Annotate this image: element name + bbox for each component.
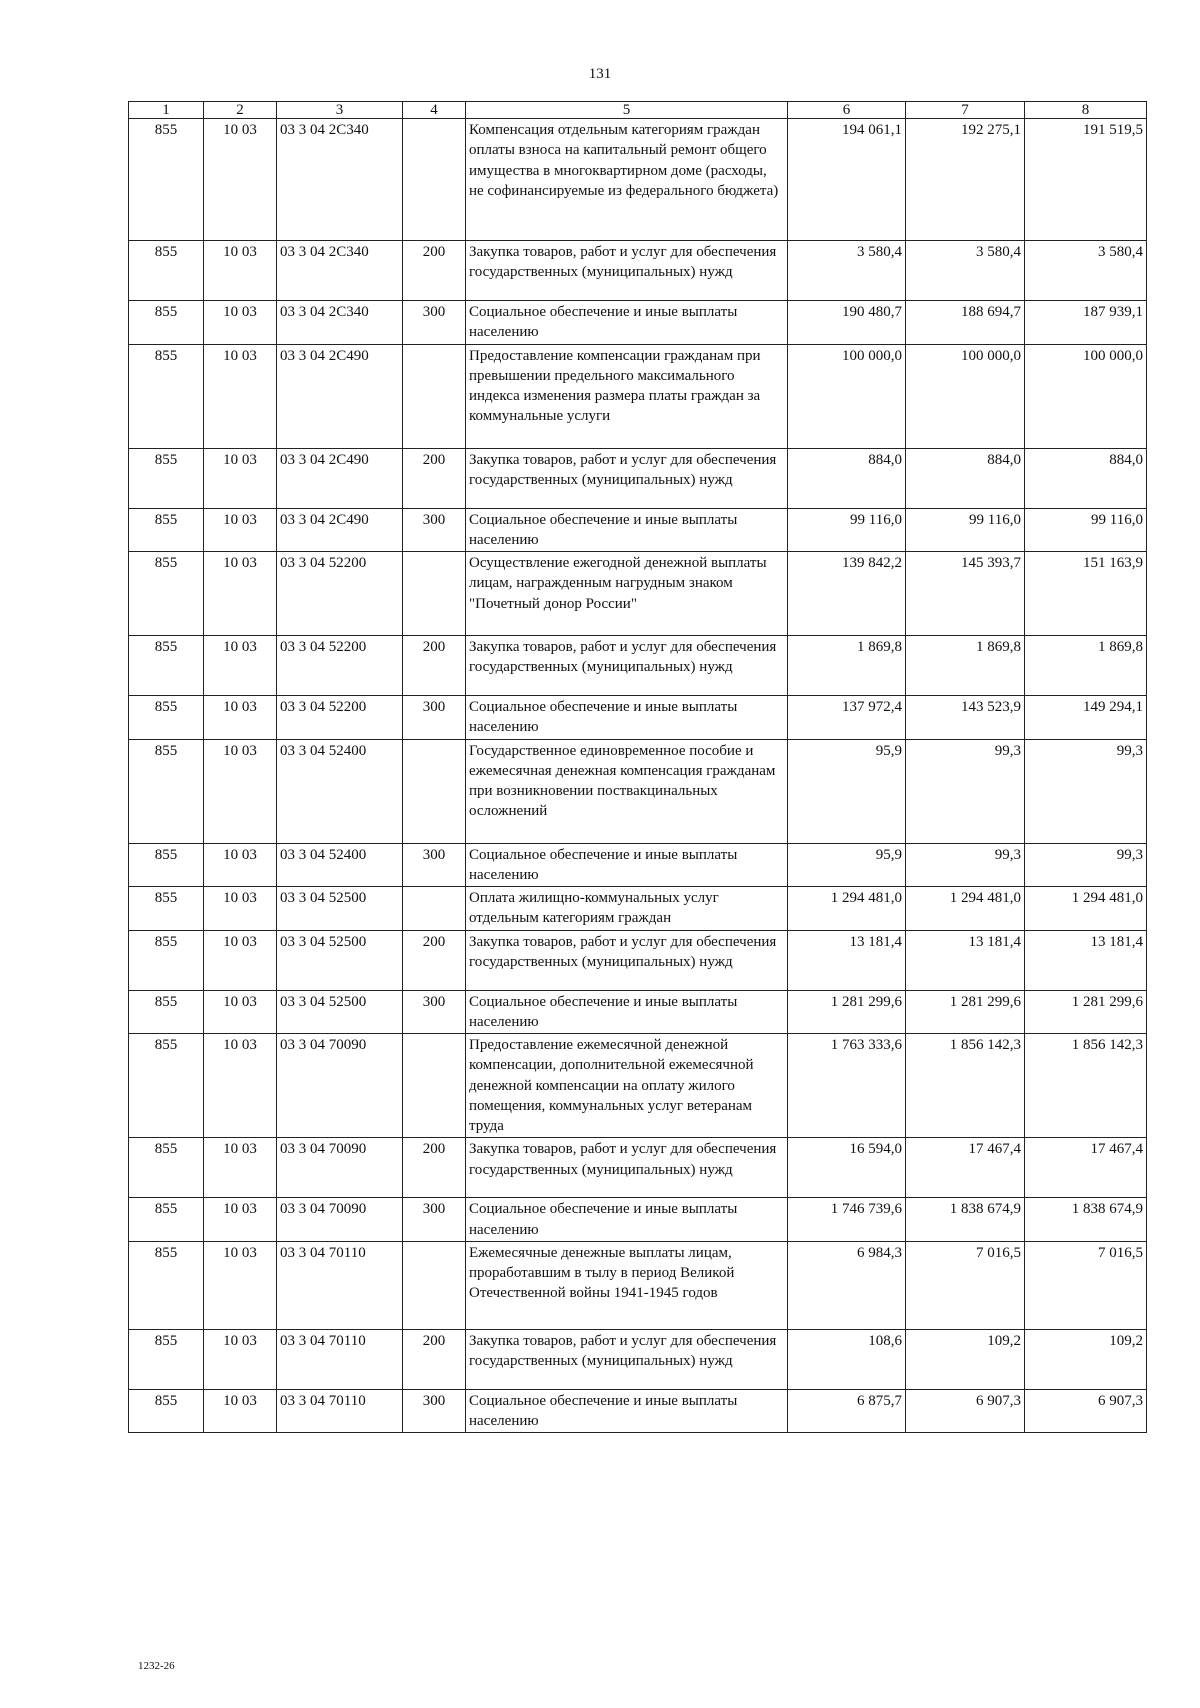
cell-admin-code: 855 [129,1138,204,1198]
cell-amount-year3: 99,3 [1025,739,1147,843]
cell-amount-year1: 139 842,2 [788,552,906,636]
cell-description: Предоставление ежемесячной денежной компенсации, дополнительной ежемесячной денежной компенсации на оплату жилого помещения, коммунальных услуг ветеранам труда [466,1034,788,1138]
cell-amount-year3: 7 016,5 [1025,1241,1147,1329]
cell-admin-code: 855 [129,552,204,636]
cell-amount-year2: 1 838 674,9 [906,1198,1025,1242]
cell-description: Оплата жилищно-коммунальных услуг отдельным категориям граждан [466,887,788,931]
cell-expense-type: 200 [403,930,466,990]
table-row [129,241,1147,301]
cell-description: Ежемесячные денежные выплаты лицам, проработавшим в тылу в период Великой Отечественной войны 1941-1945 годов [466,1241,788,1329]
cell-section-code: 10 03 [204,696,277,740]
cell-amount-year3: 151 163,9 [1025,552,1147,636]
cell-description: Предоставление компенсации гражданам при превышении предельного максимального индекса изменения размера платы граждан за коммунальные услуги [466,344,788,448]
table-row [129,636,1147,696]
cell-description: Закупка товаров, работ и услуг для обеспечения государственных (муниципальных) нужд [466,1329,788,1389]
table-row [129,887,1147,931]
cell-amount-year1: 884,0 [788,448,906,508]
table-row [129,508,1147,552]
cell-expense-type [403,552,466,636]
cell-amount-year1: 1 869,8 [788,636,906,696]
cell-section-code: 10 03 [204,1034,277,1138]
cell-amount-year2: 1 869,8 [906,636,1025,696]
cell-admin-code: 855 [129,1241,204,1329]
cell-target-article: 03 3 04 70090 [277,1198,403,1242]
cell-section-code: 10 03 [204,1138,277,1198]
cell-section-code: 10 03 [204,448,277,508]
cell-amount-year1: 16 594,0 [788,1138,906,1198]
cell-target-article: 03 3 04 2C340 [277,119,403,241]
cell-admin-code: 855 [129,930,204,990]
cell-expense-type: 300 [403,508,466,552]
cell-amount-year2: 1 281 299,6 [906,990,1025,1034]
page-number: 131 [588,66,612,82]
table-row [129,930,1147,990]
cell-amount-year3: 1 838 674,9 [1025,1198,1147,1242]
cell-amount-year2: 109,2 [906,1329,1025,1389]
cell-amount-year3: 3 580,4 [1025,241,1147,301]
column-header: 5 [466,102,788,119]
cell-section-code: 10 03 [204,887,277,931]
cell-section-code: 10 03 [204,1329,277,1389]
cell-amount-year2: 192 275,1 [906,119,1025,241]
table-row [129,696,1147,740]
cell-section-code: 10 03 [204,241,277,301]
cell-expense-type: 200 [403,448,466,508]
cell-admin-code: 855 [129,508,204,552]
cell-target-article: 03 3 04 70110 [277,1389,403,1433]
cell-target-article: 03 3 04 52500 [277,887,403,931]
table-row [129,1329,1147,1389]
cell-admin-code: 855 [129,448,204,508]
cell-description: Социальное обеспечение и иные выплаты населению [466,301,788,345]
table-row [129,843,1147,887]
cell-admin-code: 855 [129,636,204,696]
cell-description: Социальное обеспечение и иные выплаты населению [466,1389,788,1433]
cell-admin-code: 855 [129,843,204,887]
table-row [129,1034,1147,1138]
cell-section-code: 10 03 [204,843,277,887]
cell-amount-year2: 145 393,7 [906,552,1025,636]
cell-amount-year2: 100 000,0 [906,344,1025,448]
cell-section-code: 10 03 [204,636,277,696]
cell-section-code: 10 03 [204,990,277,1034]
cell-amount-year3: 109,2 [1025,1329,1147,1389]
cell-amount-year1: 95,9 [788,843,906,887]
cell-expense-type [403,887,466,931]
cell-target-article: 03 3 04 52200 [277,696,403,740]
cell-section-code: 10 03 [204,1198,277,1242]
cell-expense-type: 300 [403,1198,466,1242]
cell-admin-code: 855 [129,1198,204,1242]
table-row [129,739,1147,843]
cell-amount-year1: 6 984,3 [788,1241,906,1329]
cell-amount-year3: 187 939,1 [1025,301,1147,345]
cell-description: Социальное обеспечение и иные выплаты населению [466,696,788,740]
cell-admin-code: 855 [129,990,204,1034]
cell-amount-year1: 1 294 481,0 [788,887,906,931]
cell-expense-type [403,119,466,241]
cell-section-code: 10 03 [204,508,277,552]
cell-amount-year2: 13 181,4 [906,930,1025,990]
cell-admin-code: 855 [129,241,204,301]
cell-amount-year2: 7 016,5 [906,1241,1025,1329]
cell-section-code: 10 03 [204,552,277,636]
cell-amount-year1: 137 972,4 [788,696,906,740]
column-header: 4 [403,102,466,119]
cell-amount-year2: 1 294 481,0 [906,887,1025,931]
column-header: 8 [1025,102,1147,119]
cell-target-article: 03 3 04 2C340 [277,241,403,301]
cell-amount-year1: 1 763 333,6 [788,1034,906,1138]
cell-section-code: 10 03 [204,119,277,241]
cell-admin-code: 855 [129,1034,204,1138]
cell-description: Осуществление ежегодной денежной выплаты лицам, награжденным нагрудным знаком "Почетный донор России" [466,552,788,636]
table-row [129,301,1147,345]
cell-target-article: 03 3 04 2C340 [277,301,403,345]
cell-target-article: 03 3 04 52500 [277,930,403,990]
cell-amount-year2: 188 694,7 [906,301,1025,345]
cell-target-article: 03 3 04 70090 [277,1138,403,1198]
cell-expense-type [403,1241,466,1329]
cell-amount-year3: 1 294 481,0 [1025,887,1147,931]
cell-amount-year1: 3 580,4 [788,241,906,301]
cell-expense-type: 300 [403,843,466,887]
cell-amount-year3: 191 519,5 [1025,119,1147,241]
document-code: 1232-26 [138,1660,175,1672]
cell-amount-year3: 1 856 142,3 [1025,1034,1147,1138]
cell-section-code: 10 03 [204,930,277,990]
cell-description: Социальное обеспечение и иные выплаты населению [466,843,788,887]
cell-expense-type: 300 [403,696,466,740]
cell-admin-code: 855 [129,344,204,448]
cell-amount-year2: 99 116,0 [906,508,1025,552]
cell-amount-year1: 190 480,7 [788,301,906,345]
cell-amount-year2: 1 856 142,3 [906,1034,1025,1138]
cell-amount-year2: 99,3 [906,739,1025,843]
cell-expense-type [403,1034,466,1138]
cell-description: Закупка товаров, работ и услуг для обеспечения государственных (муниципальных) нужд [466,448,788,508]
cell-admin-code: 855 [129,696,204,740]
cell-admin-code: 855 [129,1389,204,1433]
cell-description: Закупка товаров, работ и услуг для обеспечения государственных (муниципальных) нужд [466,636,788,696]
cell-expense-type [403,739,466,843]
cell-section-code: 10 03 [204,301,277,345]
table-body [129,119,1147,1433]
cell-target-article: 03 3 04 2C490 [277,344,403,448]
cell-admin-code: 855 [129,1329,204,1389]
cell-amount-year1: 100 000,0 [788,344,906,448]
table-row [129,990,1147,1034]
cell-admin-code: 855 [129,301,204,345]
cell-amount-year2: 99,3 [906,843,1025,887]
cell-amount-year3: 1 281 299,6 [1025,990,1147,1034]
cell-target-article: 03 3 04 52400 [277,843,403,887]
cell-amount-year3: 99,3 [1025,843,1147,887]
cell-admin-code: 855 [129,739,204,843]
cell-amount-year1: 108,6 [788,1329,906,1389]
cell-amount-year3: 100 000,0 [1025,344,1147,448]
cell-section-code: 10 03 [204,1389,277,1433]
cell-amount-year3: 6 907,3 [1025,1389,1147,1433]
column-header: 7 [906,102,1025,119]
cell-description: Компенсация отдельным категориям граждан оплаты взноса на капитальный ремонт общего имущества в многоквартирном доме (расходы, не софинансируемые из федерального бюджета) [466,119,788,241]
table-row [129,448,1147,508]
cell-amount-year2: 884,0 [906,448,1025,508]
cell-description: Государственное единовременное пособие и ежемесячная денежная компенсация гражданам при возникновении поствакцинальных осложнений [466,739,788,843]
cell-target-article: 03 3 04 52200 [277,552,403,636]
cell-expense-type: 200 [403,241,466,301]
cell-expense-type: 200 [403,1138,466,1198]
cell-description: Социальное обеспечение и иные выплаты населению [466,1198,788,1242]
table-row [129,1389,1147,1433]
cell-amount-year1: 194 061,1 [788,119,906,241]
cell-target-article: 03 3 04 52200 [277,636,403,696]
cell-target-article: 03 3 04 2C490 [277,448,403,508]
table-row [129,1198,1147,1242]
table-row [129,344,1147,448]
cell-target-article: 03 3 04 70090 [277,1034,403,1138]
cell-amount-year3: 149 294,1 [1025,696,1147,740]
column-header: 1 [129,102,204,119]
cell-target-article: 03 3 04 70110 [277,1241,403,1329]
cell-description: Закупка товаров, работ и услуг для обеспечения государственных (муниципальных) нужд [466,1138,788,1198]
cell-description: Закупка товаров, работ и услуг для обеспечения государственных (муниципальных) нужд [466,930,788,990]
table-row [129,1241,1147,1329]
cell-amount-year1: 6 875,7 [788,1389,906,1433]
cell-expense-type: 200 [403,636,466,696]
column-header: 2 [204,102,277,119]
cell-amount-year3: 884,0 [1025,448,1147,508]
cell-amount-year3: 99 116,0 [1025,508,1147,552]
column-header: 3 [277,102,403,119]
budget-table [128,101,1147,1433]
cell-admin-code: 855 [129,887,204,931]
cell-amount-year2: 6 907,3 [906,1389,1025,1433]
cell-admin-code: 855 [129,119,204,241]
cell-section-code: 10 03 [204,1241,277,1329]
cell-amount-year3: 17 467,4 [1025,1138,1147,1198]
header-row [129,102,1147,119]
cell-section-code: 10 03 [204,344,277,448]
cell-amount-year3: 1 869,8 [1025,636,1147,696]
cell-expense-type: 300 [403,1389,466,1433]
cell-amount-year1: 13 181,4 [788,930,906,990]
cell-target-article: 03 3 04 70110 [277,1329,403,1389]
column-header: 6 [788,102,906,119]
cell-expense-type [403,344,466,448]
table-row [129,119,1147,241]
cell-amount-year2: 17 467,4 [906,1138,1025,1198]
cell-section-code: 10 03 [204,739,277,843]
cell-target-article: 03 3 04 2C490 [277,508,403,552]
cell-expense-type: 200 [403,1329,466,1389]
cell-amount-year3: 13 181,4 [1025,930,1147,990]
cell-target-article: 03 3 04 52500 [277,990,403,1034]
cell-expense-type: 300 [403,301,466,345]
cell-description: Социальное обеспечение и иные выплаты населению [466,508,788,552]
cell-amount-year2: 143 523,9 [906,696,1025,740]
cell-description: Социальное обеспечение и иные выплаты населению [466,990,788,1034]
cell-amount-year2: 3 580,4 [906,241,1025,301]
cell-amount-year1: 99 116,0 [788,508,906,552]
cell-amount-year1: 95,9 [788,739,906,843]
table-row [129,1138,1147,1198]
cell-amount-year1: 1 746 739,6 [788,1198,906,1242]
cell-expense-type: 300 [403,990,466,1034]
cell-target-article: 03 3 04 52400 [277,739,403,843]
cell-amount-year1: 1 281 299,6 [788,990,906,1034]
cell-description: Закупка товаров, работ и услуг для обеспечения государственных (муниципальных) нужд [466,241,788,301]
table-row [129,552,1147,636]
